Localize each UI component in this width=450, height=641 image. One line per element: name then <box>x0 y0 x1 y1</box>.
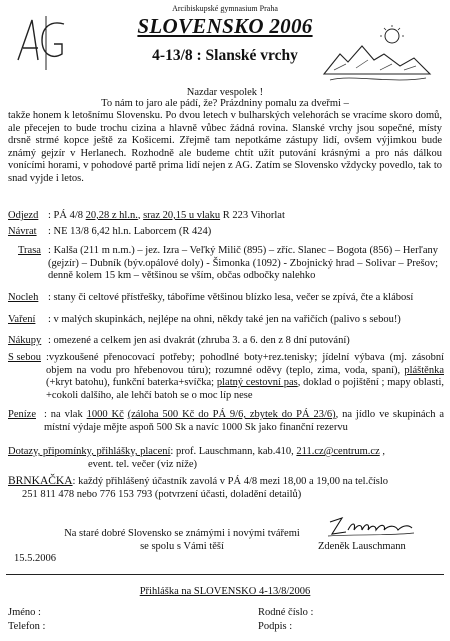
section-nakupy <box>8 335 444 348</box>
form-podpis-label: Podpis : <box>258 621 293 632</box>
penize-value: : na vlak 1000 Kč (záloha 500 Kč do PÁ 9/6, zbytek do PÁ 23/6), na jídlo ve skupinách a místní výdaje mějte aspoň 500 Sk a navíc 1000 Sk jako finanční rezervu <box>44 409 445 433</box>
trasa-value: : Kalša (211 m n.m.) – jez. Izra – Veľký Milič (895) – zříc. Slanec – Bogota (856) – Herľany (gejzír) – Dubník (býv.opálové doly) - Šimonka (1092) - Zbojnický hrad – Solivar – Prešov; denně kolem 15 km – většinou se vším, občas odbočky nalehko <box>48 245 438 281</box>
brnkacka-line-2: 251 811 478 nebo 776 153 793 (potvrzení účasti, doladění detailů) <box>22 488 302 500</box>
section-s-sebou <box>8 352 444 404</box>
brnkacka-line: BRNKAČKA: každý přihlášený účastník zavolá v PÁ 4/8 mezi 18,00 a 19,00 na tel.číslo <box>8 475 389 487</box>
nocleh-value: : stany či celtové přístřešky, táboříme většinou blízko lesa, večer se zpívá, čte a klábosí <box>48 292 414 303</box>
section-odjezd <box>8 210 444 223</box>
closing-text: Na staré dobré Slovensko se známými i novými tvářemi se spolu s Vámi těší <box>64 528 300 552</box>
school-name: Arcibiskupské gymnasium Praha <box>172 4 278 13</box>
intro-paragraph: takže honem k letošnímu Slovensku. Po dvou letech v bulharských velehorách se vracíme skoro domů, ale přecejen to bude trochu cizina a hlavně vůbec žádná rovina. Slanské vrchy jsou sopečné, místy drsně strmé kopce ještě za Košicemi. Zřejmě tam nepotkáme zástupy lidí, ovšem výjimkou bude známý gejzír v Herlanech. Rozhodně ale budeme chtít užít putování krásnými a pro nás dálkou vonícími horami, v pohodové partě prima lidí nejen z AG. Zatím se Slovensko vždycky povedlo, tak to snad vyjde i letos. <box>8 110 442 184</box>
ag-logo <box>12 14 70 74</box>
vareni-label: Vaření <box>8 314 36 325</box>
email-link[interactable]: 211.cz@centrum.cz <box>296 446 380 457</box>
vareni-value: : v malých skupinkách, nejlépe na ohni, někdy také jen na vařičích (palivo s sebou!) <box>48 314 401 325</box>
section-brnkacka <box>8 475 444 501</box>
odjezd-label: Odjezd <box>8 210 39 221</box>
document-date: 15.5.2006 <box>14 553 56 564</box>
greeting-line-2: To nám to jaro ale pádí, že? Prázdniny pomalu za dveřmi – <box>101 98 349 109</box>
penize-label: Peníze <box>8 409 36 420</box>
section-dotazy <box>8 446 444 472</box>
dotazy-label: Dotazy, připomínky, přihlášky, placení <box>8 446 171 457</box>
odjezd-value: : PÁ 4/8 20,28 z hl.n., sraz 20,15 u vlaku R 223 Vihorlat <box>48 210 285 221</box>
form-title: Přihláška na SLOVENSKO 4-13/8/2006 <box>139 586 311 597</box>
section-nocleh <box>8 292 444 305</box>
brnkacka-label: BRNKAČKA <box>8 475 73 487</box>
nakupy-label: Nákupy <box>8 335 42 346</box>
sebou-label: S sebou <box>8 352 41 363</box>
greeting-line: Nazdar vespolek ! <box>186 87 264 98</box>
nakupy-value: : omezené a celkem jen asi dvakrát (zhruba 3. a 6. den z 8 dní putování) <box>48 335 350 346</box>
signature-image <box>326 514 416 540</box>
form-telefon-label: Telefon : <box>8 621 46 632</box>
mountains-sun-icon <box>322 24 432 84</box>
sebou-value: :vyzkoušené přenocovací potřeby; pohodlné boty+rez.tenisky; jídelní výbava (mj. zásobní objem na vodu pro hřebenovou túru); rozumné oděvy (teplo, zima, voda, spaní), pláštěnka (+kryt batohu), funkční baterka+svíčka; platný cestovní pas, doklad o pojištění ; mapy oblasti, +cokoli dalšího, ale lehčí batoh se o moc líp nese <box>46 352 445 401</box>
section-navrat <box>8 226 444 239</box>
signature-name: Zdeněk Lauschmann <box>318 541 406 552</box>
navrat-value: : NE 13/8 6,42 hl.n. Laborcem (R 424) <box>48 226 212 237</box>
section-trasa <box>8 245 444 283</box>
form-rodne-cislo-label: Rodné číslo : <box>258 607 314 618</box>
page-subtitle: 4-13/8 : Slanské vrchy <box>152 47 298 64</box>
trasa-label: Trasa <box>18 245 41 256</box>
section-vareni <box>8 314 444 327</box>
navrat-label: Návrat <box>8 226 37 237</box>
page-title: SLOVENSKO 2006 <box>137 14 313 38</box>
divider <box>6 574 444 575</box>
dotazy-line-2: event. tel. večer (viz níže) <box>88 458 198 470</box>
nocleh-label: Nocleh <box>8 292 39 303</box>
form-jmeno-label: Jméno : <box>8 607 41 618</box>
dotazy-line: Dotazy, připomínky, přihlášky, placení: prof. Lauschmann, kab.410, 211.cz@centrum.cz , <box>8 446 385 457</box>
section-penize <box>8 409 444 435</box>
